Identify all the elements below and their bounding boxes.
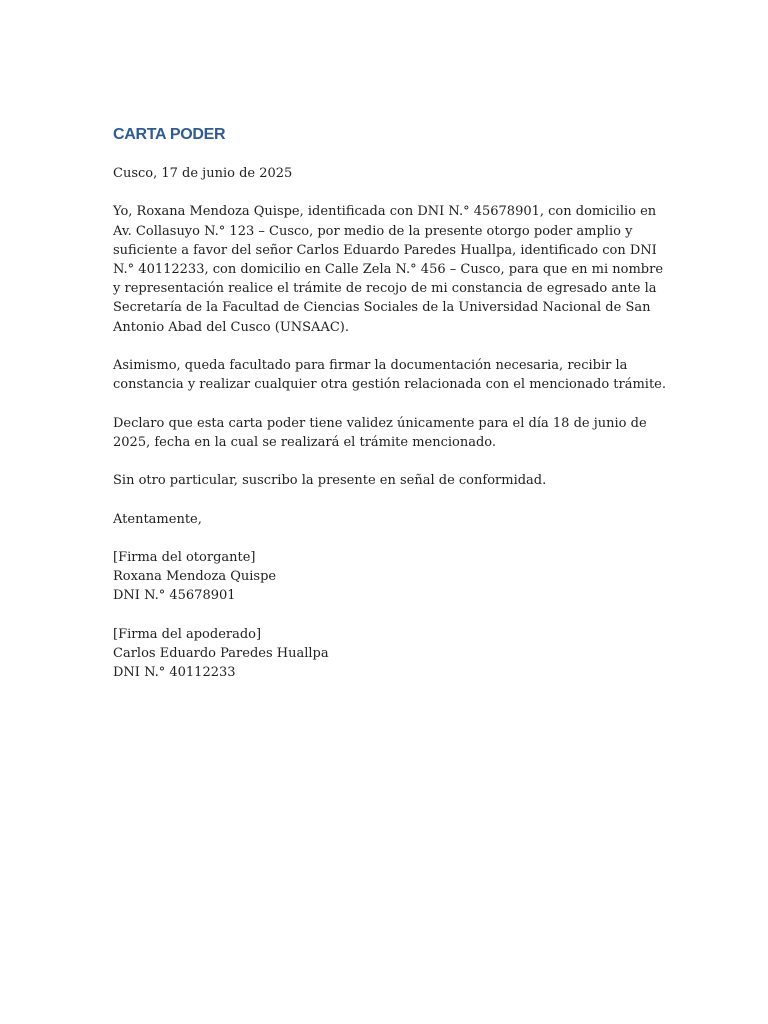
grantor-signature-placeholder: [Firma del otorgante] [113,549,256,565]
attorney-signature-block [113,625,673,683]
document-body [113,125,673,702]
paragraph-grant: Yo, Roxana Mendoza Quispe, identificada con DNI N.° 45678901, con domicilio en Av. Collasuyo N.° 123 – Cusco, por medio de la presente otorgo poder amplio y suficiente a favor del señor Carlos Eduardo Paredes Huallpa, identificado con DNI N.° 40112233, con domicilio en Calle Zela N.° 456 – Cusco, para que en mi nombre y representación realice el trámite de recojo de mi constancia de egresado ante la Secretaría de la Facultad de Ciencias Sociales de la Universidad Nacional de San Antonio Abad del Cusco (UNSAAC). [113,204,664,335]
grantor-name: Roxana Mendoza Quispe [113,569,277,585]
document-title: CARTA PODER [113,126,226,143]
paragraph-validity: Declaro que esta carta poder tiene validez únicamente para el día 18 de junio de 2025, fecha en la cual se realizará el trámite mencionado. [113,415,647,450]
grantor-id: DNI N.° 45678901 [113,588,236,604]
paragraph-conformity: Sin otro particular, suscribo la presente en señal de conformidad. [113,473,547,489]
paragraph-powers: Asimismo, queda facultado para firmar la documentación necesaria, recibir la constancia y realizar cualquier otra gestión relacionada con el mencionado trámite. [113,358,667,393]
attorney-signature-placeholder: [Firma del apoderado] [113,626,262,642]
closing-line: Atentamente, [113,511,202,527]
attorney-id: DNI N.° 40112233 [113,665,236,681]
grantor-signature-block [113,548,673,606]
attorney-name: Carlos Eduardo Paredes Huallpa [113,645,329,661]
date-line: Cusco, 17 de junio de 2025 [113,166,293,181]
